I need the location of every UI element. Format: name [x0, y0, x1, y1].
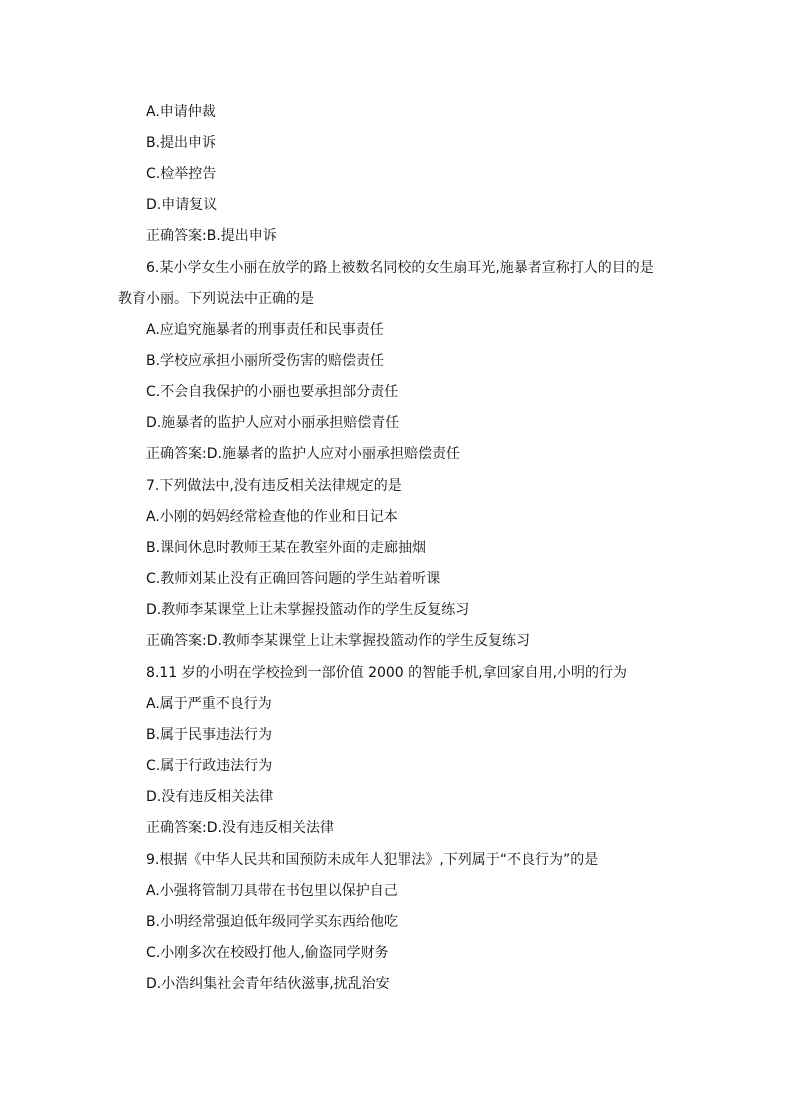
q7-option-c: C.教师刘某止没有正确回答问题的学生站着听课 [146, 571, 441, 587]
q5-answer: 正确答案:B.提出申诉 [146, 228, 277, 244]
q6-option-a: A.应追究施暴者的刑事责任和民事责任 [146, 322, 384, 338]
q6-option-c: C.不会自我保护的小丽也要承担部分责任 [146, 384, 399, 400]
q6-option-b: B.学校应承担小丽所受伤害的赔偿责任 [146, 353, 385, 369]
q5-option-c: C.检举控告 [146, 166, 217, 182]
q7-option-b: B.课间休息时教师王某在教室外面的走廊抽烟 [146, 540, 427, 556]
q5-option-d: D.申请复议 [146, 197, 218, 213]
q8-option-d: D.没有违反相关法律 [146, 789, 274, 805]
q7-answer: 正确答案:D.教师李某课堂上让未掌握投篮动作的学生反复练习 [146, 633, 530, 649]
q9-option-a: A.小强将管制刀具带在书包里以保护自己 [146, 883, 398, 899]
q9-option-b: B.小明经常强迫低年级同学买东西给他吃 [146, 914, 399, 930]
q6-answer: 正确答案:D.施暴者的监护人应对小丽承担赔偿责任 [146, 446, 460, 462]
q6-stem-line1: 6.某小学女生小丽在放学的路上被数名同校的女生扇耳光,施暴者宣称打人的目的是 [146, 260, 654, 276]
q8-option-c: C.属于行政违法行为 [146, 758, 273, 774]
q7-option-a: A.小刚的妈妈经常检查他的作业和日记本 [146, 509, 398, 525]
q7-stem: 7.下列做法中,没有违反相关法律规定的是 [146, 478, 402, 494]
q5-option-a: A.申请仲裁 [146, 104, 216, 120]
q9-option-d: D.小浩纠集社会青年结伙滋事,扰乱治安 [146, 976, 390, 992]
q5-option-b: B.提出申诉 [146, 135, 217, 151]
q7-option-d: D.教师李某课堂上让未掌握投篮动作的学生反复练习 [146, 602, 470, 618]
q6-option-d: D.施暴者的监护人应对小丽承担赔偿青任 [146, 415, 400, 431]
q8-option-b: B.属于民事违法行为 [146, 727, 273, 743]
q8-option-a: A.属于严重不良行为 [146, 696, 272, 712]
q8-stem: 8.11 岁的小明在学校捡到一部价值 2000 的智能手机,拿回家自用,小明的行为 [146, 665, 628, 681]
q8-answer: 正确答案:D.没有违反相关法律 [146, 820, 334, 836]
q9-stem: 9.根据《中华人民共和国预防未成年人犯罪法》,下列属于“不良行为”的是 [146, 852, 599, 868]
q9-option-c: C.小刚多次在校殴打他人,偷盗同学财务 [146, 945, 389, 961]
q6-stem-line2: 教育小丽。下列说法中正确的是 [118, 291, 314, 307]
